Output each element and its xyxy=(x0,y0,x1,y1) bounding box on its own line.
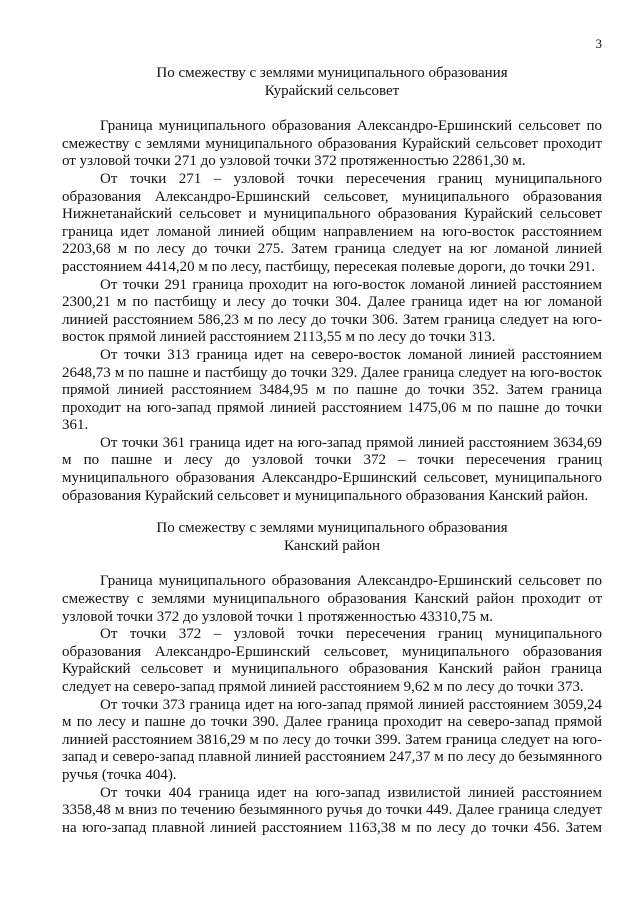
page-content xyxy=(62,65,602,837)
section-kuraysky xyxy=(62,65,602,505)
paragraph: От точки 373 граница идет на юго-запад прямой линией расстоянием 3059,24 м по лесу и пашне до точки 390. Далее граница проходит на северо-запад прямой линией расстоянием 3816,29 м по лесу до точки 399. Затем граница следует на юго-запад и северо-запад плавной линией расстоянием 247,37 м по лесу до безымянного ручья (точка 404). xyxy=(62,696,602,783)
section-heading xyxy=(62,520,602,555)
section-heading xyxy=(62,65,602,100)
paragraph: Граница муниципального образования Александро-Ершинский сельсовет по смежеству с землями муниципального образования Канский район проходит от узловой точки 372 до узловой точки 1 протяженностью 43310,75 м. xyxy=(62,573,602,625)
section-heading-line: По смежеству с землями муниципального образования xyxy=(156,65,508,81)
section-kansky xyxy=(62,520,602,837)
page-number: 3 xyxy=(595,36,602,51)
paragraph: От точки 372 – узловой точки пересечения границ муниципального образования Александро-Ершинский сельсовет, муниципального образования Курайский сельсовет и муниципального образования Канский район граница следует на северо-запад прямой линией расстоянием 9,62 м по лесу до точки 373. xyxy=(62,626,602,695)
paragraph: От точки 291 граница проходит на юго-восток ломаной линией расстоянием 2300,21 м по пастбищу и лесу до точки 304. Далее граница идет на юг ломаной линией расстоянием 586,23 м по лесу до точки 306. Затем граница следует на юго-восток прямой линией расстоянием 2113,55 м по лесу до точки 313. xyxy=(62,276,602,346)
section-heading-line: По смежеству с землями муниципального образования xyxy=(156,520,508,537)
paragraph: Граница муниципального образования Александро-Ершинский сельсовет по смежеству с землями муниципального образования Курайский сельсовет проходит от узловой точки 271 до узловой точки 372 протяженностью 22861,30 м. xyxy=(62,118,602,170)
section-heading-line: Канский район xyxy=(284,537,380,554)
paragraph: От точки 361 граница идет на юго-запад прямой линией расстоянием 3634,69 м по пашне и лесу до узловой точки 372 – точки пересечения границ муниципального образования Александро-Ершинский сельсовет, муниципального образования Курайский сельсовет и муниципального образования Канский район. xyxy=(62,434,602,504)
paragraph-continued: От точки 404 граница идет на юго-запад извилистой линией расстоянием 3358,48 м вниз по течению безымянного ручья до точки 449. Далее граница следует на юго-запад плавной линией расстоянием 1163,38 м по лесу до точки 456. Затем xyxy=(62,784,602,836)
section-heading-line: Курайский сельсовет xyxy=(264,82,400,99)
paragraph: От точки 271 – узловой точки пересечения границ муниципального образования Александро-Ершинский сельсовет, муниципального образования Нижнетанайский сельсовет и муниципального образования Курайский сельсовет граница идет ломаной линией общим направлением на юго-восток расстоянием 2203,68 м по лесу до точки 275. Затем граница следует на юг ломаной линией расстоянием 4414,20 м по лесу, пастбищу, пересекая полевые дороги, до точки 291. xyxy=(62,170,602,275)
paragraph: От точки 313 граница идет на северо-восток ломаной линией расстоянием 2648,73 м по пашне и пастбищу до точки 329. Далее граница следует на юго-восток прямой линией расстоянием 3484,95 м по пашне до точки 352. Затем граница проходит на юго-запад прямой линией расстоянием 1475,06 м по пашне до точки 361. xyxy=(62,346,602,434)
